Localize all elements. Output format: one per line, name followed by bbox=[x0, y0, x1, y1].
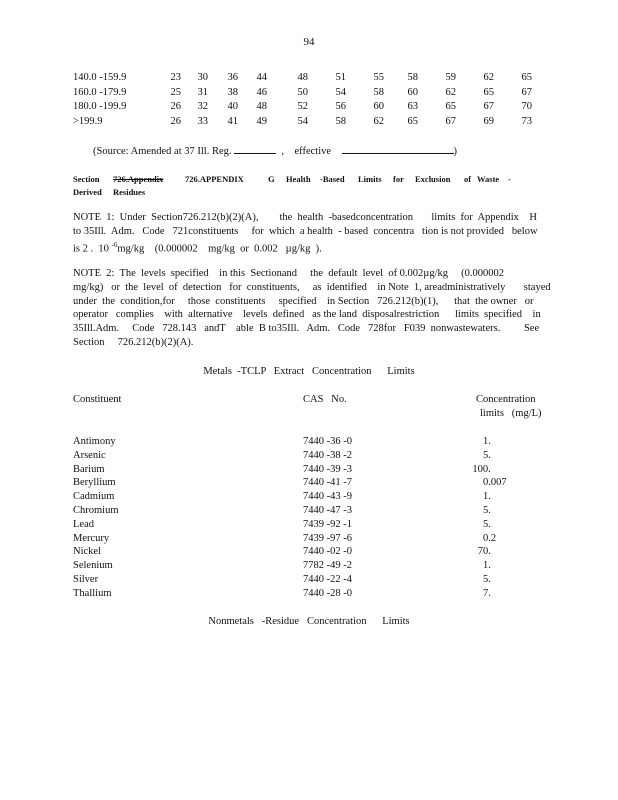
concentration-limit: 5. bbox=[483, 573, 491, 585]
cas-number: 7440 -47 -3 bbox=[303, 504, 352, 516]
concentration-limit: 1. bbox=[483, 491, 491, 503]
range-value: 63 bbox=[407, 101, 418, 112]
cas-number: 7440 -22 -4 bbox=[303, 573, 352, 585]
constituent-name: Silver bbox=[73, 573, 99, 585]
metals-table-title: Metals -TCLP Extract Concentration Limits bbox=[203, 366, 415, 377]
concentration-limit: 70. bbox=[477, 546, 491, 558]
range-label: >199.9 bbox=[73, 115, 103, 127]
range-value: 59 bbox=[445, 72, 456, 83]
concentration-limit: 0.2 bbox=[483, 532, 497, 544]
cas-number: 7440 -36 -0 bbox=[303, 436, 352, 447]
constituent-name: Arsenic bbox=[73, 449, 106, 461]
range-value: 38 bbox=[227, 86, 238, 98]
range-value: 54 bbox=[335, 86, 346, 98]
range-value: 58 bbox=[407, 72, 418, 83]
note-2-line: under the condition,for those constituents specified in Section 726.212(b)(1), that the owner or bbox=[73, 295, 534, 307]
concentration-limit: 5. bbox=[483, 449, 491, 461]
section-word-residues: Residues bbox=[113, 187, 146, 197]
range-value: 46 bbox=[256, 86, 267, 98]
note-1-text: mg/kg (0.000002 mg/kg or 0.002 µg/kg ). bbox=[117, 243, 322, 255]
range-value: 62 bbox=[483, 72, 494, 83]
range-value: 54 bbox=[297, 115, 308, 127]
range-value: 30 bbox=[197, 72, 208, 83]
note-2-line: Section 726.212(b)(2)(A). bbox=[73, 336, 194, 348]
note-1-line: to 35Ill. Adm. Code 721constituents for which a health - based concentra tion is not provided below bbox=[73, 225, 538, 237]
section-word-exclusion: Exclusion bbox=[415, 174, 451, 184]
range-value: 58 bbox=[335, 115, 346, 127]
cas-number: 7440 -28 -0 bbox=[303, 587, 352, 599]
section-word-waste: Waste bbox=[477, 174, 500, 184]
constituent-name: Beryllium bbox=[73, 477, 116, 489]
source-effective: effective bbox=[294, 146, 332, 157]
range-value: 55 bbox=[373, 72, 384, 83]
range-value: 73 bbox=[521, 115, 532, 127]
range-value: 33 bbox=[197, 115, 208, 127]
range-value: 32 bbox=[197, 101, 208, 112]
range-value: 49 bbox=[256, 115, 267, 127]
range-value: 50 bbox=[297, 86, 308, 98]
header-limit-line-2: limits (mg/L) bbox=[480, 408, 542, 419]
range-value: 67 bbox=[483, 101, 494, 112]
range-value: 65 bbox=[445, 101, 456, 112]
range-value: 23 bbox=[170, 72, 181, 83]
concentration-limit: 5. bbox=[483, 518, 491, 530]
constituent-name: Thallium bbox=[73, 587, 112, 599]
cas-number: 7440 -39 -3 bbox=[303, 463, 352, 475]
section-word: Section bbox=[73, 174, 100, 184]
range-value: 26 bbox=[170, 115, 181, 127]
constituent-name: Lead bbox=[73, 518, 94, 530]
range-value: 60 bbox=[373, 101, 384, 112]
source-blank-1 bbox=[234, 144, 276, 154]
source-note: (Source: Amended at 37 Ill. Reg. , effective ) bbox=[93, 146, 458, 157]
range-label: 160.0 -179.9 bbox=[73, 86, 127, 98]
range-value: 25 bbox=[170, 86, 181, 98]
section-appendix-letter: G bbox=[268, 174, 275, 184]
section-word-limits: Limits bbox=[358, 174, 382, 184]
note-2-line: operator complies with alternative levels defined as the land disposalrestriction limits specified in bbox=[73, 309, 541, 321]
source-suffix: ) bbox=[453, 146, 458, 157]
section-word-for: for bbox=[393, 174, 404, 184]
constituent-name: Chromium bbox=[73, 504, 119, 516]
section-new-appendix: 726.APPENDIX bbox=[185, 174, 244, 184]
section-word-based: -Based bbox=[320, 174, 345, 184]
range-value: 65 bbox=[407, 115, 418, 127]
cas-number: 7440 -02 -0 bbox=[303, 546, 352, 558]
page-number: 94 bbox=[303, 36, 315, 48]
range-value: 62 bbox=[445, 86, 456, 98]
concentration-limit: 100. bbox=[472, 463, 491, 475]
constituent-name: Antimony bbox=[73, 436, 116, 447]
range-value: 26 bbox=[170, 101, 181, 112]
range-value: 58 bbox=[373, 86, 384, 98]
cas-number: 7440 -41 -7 bbox=[303, 477, 352, 489]
range-value: 52 bbox=[297, 101, 308, 112]
range-value: 67 bbox=[445, 115, 456, 127]
range-label: 180.0 -199.9 bbox=[73, 101, 127, 112]
constituent-name: Mercury bbox=[73, 532, 110, 544]
note-2 bbox=[73, 267, 551, 350]
note-2-line: mg/kg) or the level of detection for constituents, as identified in Note 1, areadministratively stayed bbox=[73, 281, 551, 293]
range-value: 56 bbox=[335, 101, 346, 112]
cas-number: 7440 -38 -2 bbox=[303, 449, 352, 461]
constituent-name: Cadmium bbox=[73, 491, 115, 503]
cas-number: 7782 -49 -2 bbox=[303, 560, 352, 572]
range-value: 62 bbox=[373, 115, 384, 127]
range-value: 31 bbox=[197, 86, 208, 98]
range-value: 65 bbox=[483, 86, 494, 98]
cas-number: 7440 -43 -9 bbox=[303, 491, 352, 503]
section-word-health: Health bbox=[286, 174, 311, 184]
source-blank-2 bbox=[342, 144, 454, 154]
source-prefix: (Source: Amended at 37 Ill. Reg. bbox=[93, 146, 232, 157]
range-value: 36 bbox=[227, 72, 238, 83]
note-2-line: NOTE 2: The levels specified in this Sectionand the default level of 0.002µg/kg (0.000002 bbox=[73, 268, 505, 279]
constituent-name: Barium bbox=[73, 463, 105, 475]
range-value: 69 bbox=[483, 115, 494, 127]
note-1-line: NOTE 1: Under Section726.212(b)(2)(A), the health -basedconcentration limits for Appendix H bbox=[73, 212, 537, 223]
section-word-of: of bbox=[464, 174, 472, 184]
constituent-name: Nickel bbox=[73, 546, 101, 558]
range-value: 44 bbox=[256, 72, 267, 83]
concentration-limit: 0.007 bbox=[483, 477, 507, 489]
cas-number: 7439 -97 -6 bbox=[303, 532, 352, 544]
header-constituent: Constituent bbox=[73, 394, 122, 405]
concentration-limit: 1. bbox=[483, 436, 491, 447]
section-old-appendix: 726.Appendix bbox=[113, 174, 164, 184]
range-value: 67 bbox=[521, 86, 532, 98]
nonmetals-table-title: Nonmetals -Residue Concentration Limits bbox=[208, 616, 410, 627]
section-word-derived: Derived bbox=[73, 187, 102, 197]
range-value: 65 bbox=[521, 72, 532, 83]
section-dash: - bbox=[508, 174, 511, 184]
range-label: 140.0 -159.9 bbox=[73, 72, 127, 83]
range-value: 51 bbox=[335, 72, 346, 83]
note-1 bbox=[73, 211, 543, 256]
constituent-name: Selenium bbox=[73, 560, 113, 572]
section-header bbox=[73, 173, 543, 201]
range-value: 60 bbox=[407, 86, 418, 98]
concentration-limit: 1. bbox=[483, 560, 491, 572]
range-value: 70 bbox=[521, 101, 532, 112]
concentration-limit: 7. bbox=[483, 587, 491, 599]
header-cas-no: CAS No. bbox=[303, 394, 347, 405]
note-1-text: is 2 . 10 bbox=[73, 243, 112, 255]
note-1-exponent: -6 bbox=[111, 240, 118, 249]
range-value: 41 bbox=[227, 115, 238, 127]
range-value: 40 bbox=[227, 101, 238, 112]
cas-number: 7439 -92 -1 bbox=[303, 518, 352, 530]
concentration-limit: 5. bbox=[483, 504, 491, 516]
range-value: 48 bbox=[256, 101, 267, 112]
note-2-line: 35Ill.Adm. Code 728.143 andT able B to35Ill. Adm. Code 728for F039 nonwastewaters. See bbox=[73, 323, 540, 335]
note-1-line bbox=[73, 239, 543, 256]
header-limit-line-1: Concentration bbox=[476, 394, 536, 405]
range-value: 48 bbox=[297, 72, 308, 83]
